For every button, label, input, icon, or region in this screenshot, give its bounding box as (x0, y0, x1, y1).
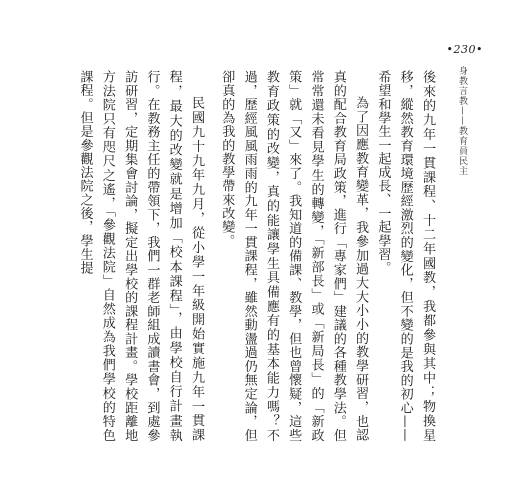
page-number: •230• (446, 43, 483, 56)
running-header: 身教言教——教育員民主 (457, 66, 467, 176)
paragraph: 為了因應教育變革，我參加過大大小小的教學研習，也認真的配合教育局政策，進行「專家們」建議的各種教學法。但常常還未看見學生的轉變，「新部長」或「新局長」的「新政策」就「又」來了。我知道的備課、教學，但也曾懷疑，這些教育政策的改變，真的能讓學生具備應有的基本能力嗎？不過，歷經風風雨雨的九年一貫課程，雖然動盪過仍無定論，但卻真的為我的教學帶來改變。 (219, 70, 369, 442)
paragraph: 民國九十九年九月，從小學一年級開始實施九年一貫課程，最大的改變就是增加「校本課程」，由學校自行計畫執行。在教務主任的帶領下，我們一群老師組成讀書會，到處參訪研習，定期集會討論，擬定出學校的課程計畫。學校距離地方法院只有咫尺之遙，「參觀法院」自然成為我們學校的特色課程。但是參觀法院之後，學生提 (77, 70, 205, 442)
paragraph: 後來的九年一貫課程、十二年國教，我都參與其中；物換星移，縱然教育環境歷經激烈的變化，但不變的是我的初心——希望和學生一起成長、一起學習。 (375, 70, 435, 442)
body-text (73, 70, 438, 442)
